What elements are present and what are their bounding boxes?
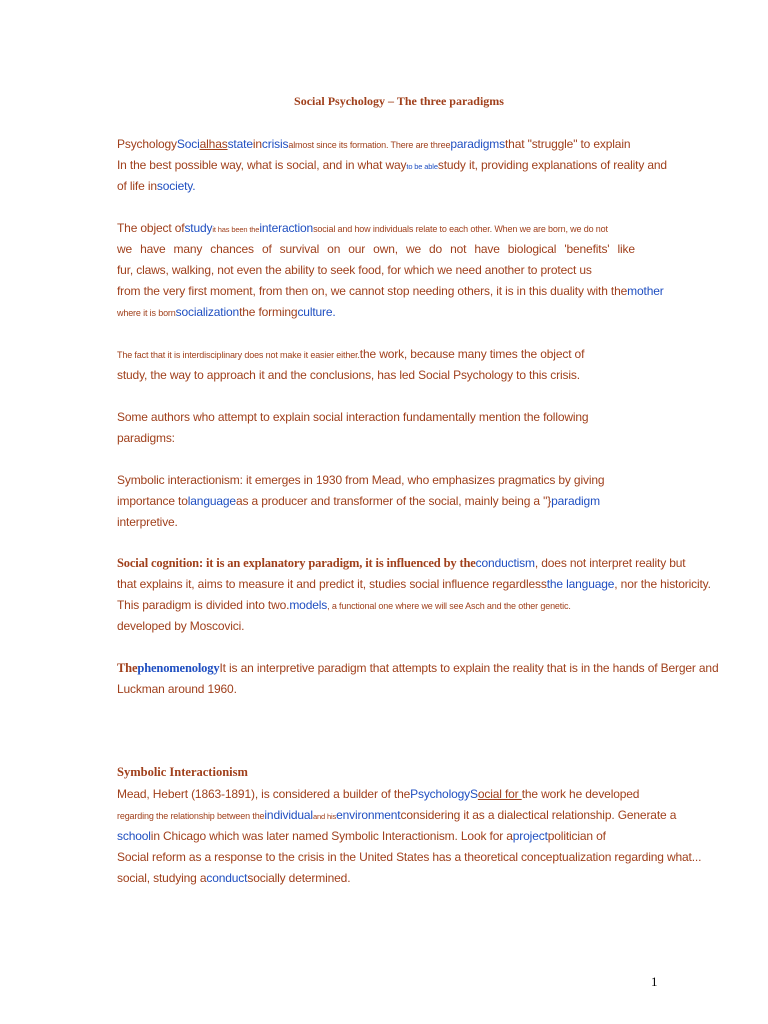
text-span: importance to	[117, 494, 188, 508]
text-span: from the very first moment, from then on, we cannot stop needing others, it is in this duality with the	[117, 284, 628, 298]
text-span: regarding the relationship between the	[117, 811, 265, 821]
text-span: The object of	[117, 221, 185, 235]
text-span: social, studying a	[117, 871, 207, 885]
text-span: as a producer and transformer of the social, mainly being a "}	[235, 494, 552, 508]
word: 'benefits'	[564, 242, 610, 256]
paragraph-6-line-4: developed by Moscovici.	[117, 619, 245, 633]
link-individual[interactable]: individual	[264, 808, 313, 822]
paragraph-3-line-2: study, the way to approach it and the conclusions, has led Social Psychology to this crisis.	[117, 368, 580, 382]
word: do	[429, 242, 443, 256]
word: we	[405, 242, 421, 256]
paragraph-6-line-3	[117, 597, 571, 614]
link-society[interactable]: society	[156, 179, 193, 193]
link-social[interactable]: S	[470, 787, 478, 801]
link-study[interactable]: study	[184, 221, 213, 235]
link-state[interactable]: state	[227, 137, 253, 151]
text-span: Psychology	[117, 137, 177, 151]
word: survival	[279, 242, 320, 256]
text-span: politician of	[547, 829, 606, 843]
word: like	[617, 242, 635, 256]
link-phenomenology[interactable]: phenomenology	[137, 661, 220, 675]
paragraph-4-line-1: Some authors who attempt to explain social interaction fundamentally mention the following	[117, 410, 589, 424]
link-school[interactable]: school	[117, 829, 151, 843]
section-heading: Symbolic Interactionism	[117, 765, 248, 779]
link-mother[interactable]: mother	[627, 284, 664, 298]
paragraph-3-line-1	[117, 346, 584, 363]
paragraph-8-line-5	[117, 870, 350, 886]
text-span: that explains it, aims to measure it and predict it, studies social influence regardless	[117, 577, 547, 591]
paragraph-8-line-1	[117, 786, 639, 802]
text-span: the work, because many times the object of	[359, 347, 585, 361]
word: have	[474, 242, 500, 256]
link-the-language[interactable]: the language	[546, 577, 615, 591]
word: own,	[373, 242, 398, 256]
text-span: in Chicago which was later named Symbolic Interactionism. Look for a	[150, 829, 513, 843]
link-language[interactable]: language	[187, 494, 236, 508]
text-span: .	[192, 179, 196, 193]
link-interaction[interactable]: interaction	[259, 221, 314, 235]
text-span: .	[332, 305, 336, 319]
paragraph-7-line-2: Luckman around 1960.	[117, 682, 237, 696]
text-span: , nor the historicity.	[614, 577, 711, 591]
paragraph-5-line-3: interpretive.	[117, 515, 178, 529]
text-span: ocial for	[477, 787, 522, 801]
link-culture[interactable]: culture	[297, 305, 333, 319]
text-span: the forming	[239, 305, 298, 319]
paragraph-1-line-1	[117, 136, 630, 153]
link-paradigms[interactable]: paradigms	[450, 137, 505, 151]
word: we	[117, 242, 133, 256]
text-span: social and how individuals relate to each other. When we are born, we do not	[313, 224, 608, 234]
text-span: In the best possible way, what is social, and in what way	[117, 158, 407, 172]
link-environment[interactable]: environment	[336, 808, 401, 822]
link-models[interactable]: models	[289, 598, 328, 612]
word: of	[261, 242, 272, 256]
link-project[interactable]: project	[512, 829, 548, 843]
link-socialization[interactable]: socialization	[175, 305, 240, 319]
text-span: where it is born	[117, 308, 176, 318]
paragraph-8-line-3	[117, 828, 606, 844]
link-conductism[interactable]: conductism	[475, 556, 535, 570]
text-span: alhas	[199, 137, 228, 151]
paragraph-8-line-2	[117, 807, 676, 825]
text-span: that "struggle" to explain	[505, 137, 631, 151]
link-conduct[interactable]: conduct	[206, 871, 248, 885]
paragraph-6-line-1	[117, 555, 686, 571]
text-span: This paradigm is divided into two.	[117, 598, 290, 612]
text-span: socially determined.	[247, 871, 351, 885]
text-span: almost since its formation. There are three	[288, 140, 451, 150]
text-span: The fact that it is interdisciplinary does not make it easier either.	[117, 350, 360, 360]
paragraph-5-line-2	[117, 493, 600, 509]
word: chances	[210, 242, 254, 256]
paragraph-5-line-1: Symbolic interactionism: it emerges in 1930 from Mead, who emphasizes pragmatics by giving	[117, 473, 605, 487]
text-span: and his	[312, 812, 337, 821]
paragraph-4-line-2: paradigms:	[117, 431, 175, 445]
text-span: , a functional one where we will see Asch and the other genetic.	[327, 601, 571, 611]
link-crisis[interactable]: crisis	[261, 137, 289, 151]
paragraph-2-line-3: fur, claws, walking, not even the ability to seek food, for which we need another to protect us	[117, 263, 592, 277]
word: have	[140, 242, 166, 256]
text-span: in	[252, 137, 262, 151]
paragraph-2-line-5	[117, 304, 336, 321]
text-span: it has been the	[212, 225, 260, 234]
text-span: study it, providing explanations of reality and	[437, 158, 667, 172]
paragraph-2-line-1	[117, 220, 608, 238]
word: on	[327, 242, 341, 256]
word: many	[173, 242, 203, 256]
text-span: , does not interpret reality but	[534, 556, 686, 570]
text-span: considering it as a dialectical relationship. Generate a	[400, 808, 677, 822]
text-span: the work he developed	[521, 787, 640, 801]
text-span: of life in	[117, 179, 157, 193]
text-span: It is an interpretive paradigm that attempts to explain the reality that is in the hands of Berger and	[219, 661, 719, 675]
page-number: 1	[651, 974, 658, 989]
paragraph-1-line-2	[117, 157, 667, 175]
paragraph-7-line-1	[117, 660, 718, 676]
word: our	[348, 242, 366, 256]
paragraph-8-line-4: Social reform as a response to the crisis in the United States has a theoretical conceptualization regarding what...	[117, 850, 702, 864]
word: biological	[507, 242, 557, 256]
text-span: The	[117, 661, 138, 675]
link-to-be-able[interactable]: to be able	[406, 162, 438, 171]
text-span: Mead, Hebert (1863-1891), is considered a builder of the	[117, 787, 411, 801]
link-paradigm[interactable]: paradigm	[551, 494, 600, 508]
link-social[interactable]: Soci	[176, 137, 200, 151]
paragraph-2-line-2	[117, 241, 635, 257]
link-psychology[interactable]: Psychology	[410, 787, 470, 801]
paragraph-1-line-3	[117, 178, 195, 194]
word: not	[450, 242, 467, 256]
text-span: Social cognition: it is an explanatory paradigm, it is influenced by the	[117, 556, 476, 570]
document-title: Social Psychology – The three paradigms	[294, 94, 504, 108]
paragraph-6-line-2	[117, 576, 711, 592]
paragraph-2-line-4	[117, 283, 664, 299]
